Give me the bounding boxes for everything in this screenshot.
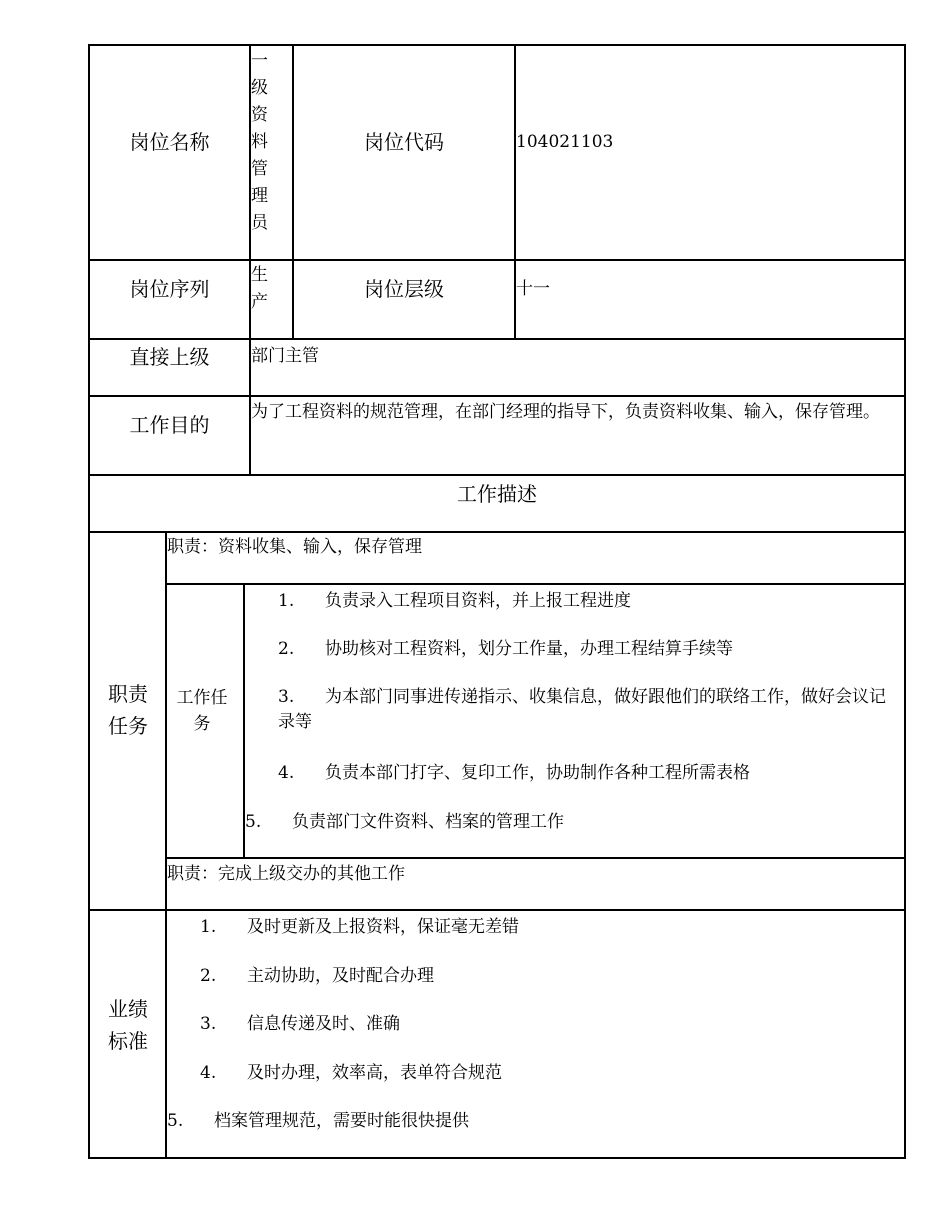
purpose-value: 为了工程资料的规范管理，在部门经理的指导下，负责资料收集、输入，保存管理。 — [251, 402, 880, 422]
position-code-label: 岗位代码 — [364, 130, 444, 154]
position-name-value: 一级资料管理员 — [251, 51, 268, 233]
rule — [88, 909, 906, 911]
performance-item-5: 5. 档案管理规范，需要时能很快提供 — [167, 1111, 469, 1131]
rule — [88, 338, 906, 340]
position-level-value: 十一 — [516, 279, 550, 299]
duty-2: 职责：完成上级交办的其他工作 — [167, 864, 405, 884]
rule-top — [88, 44, 906, 46]
performance-item-3: 3. 信息传递及时、准确 — [200, 1014, 400, 1034]
position-level-label: 岗位层级 — [364, 277, 444, 301]
rule-right — [904, 44, 906, 1159]
task-5: 5. 负责部门文件资料、档案的管理工作 — [245, 812, 564, 832]
rule — [166, 583, 906, 585]
task-1: 1. 负责录入工程项目资料，并上报工程进度 — [278, 591, 631, 611]
supervisor-value: 部门主管 — [251, 346, 319, 366]
duties-label: 职责任务 — [108, 682, 148, 738]
task-2: 2. 协助核对工程资料，划分工作量，办理工程结算手续等 — [278, 639, 733, 659]
position-code-value: 104021103 — [516, 132, 614, 152]
rule — [88, 531, 906, 533]
performance-item-2: 2. 主动协助，及时配合办理 — [200, 966, 434, 986]
rule — [165, 531, 167, 1159]
task-4: 4. 负责本部门打字、复印工作，协助制作各种工程所需表格 — [278, 763, 750, 783]
rule — [166, 857, 906, 859]
performance-item-4: 4. 及时办理，效率高，表单符合规范 — [200, 1063, 502, 1083]
task-3: 3. 为本部门同事进传递指示、收集信息，做好跟他们的联络工作，做好会议记录等 — [278, 687, 886, 732]
duty-1: 职责：资料收集、输入，保存管理 — [167, 537, 422, 557]
section-title: 工作描述 — [457, 482, 537, 506]
position-name-label: 岗位名称 — [129, 130, 210, 154]
position-series-label: 岗位序列 — [129, 277, 210, 301]
position-series-value: 生产 — [251, 265, 268, 312]
tasks-label: 工作任务 — [176, 688, 228, 734]
performance-label: 业绩标准 — [108, 997, 148, 1053]
rule — [88, 474, 906, 476]
job-description-table — [88, 44, 906, 1159]
purpose-label: 工作目的 — [129, 413, 210, 437]
rule-left — [88, 44, 90, 1159]
performance-item-1: 1. 及时更新及上报资料，保证毫无差错 — [200, 917, 519, 937]
supervisor-label: 直接上级 — [129, 345, 210, 369]
rule-bottom — [88, 1157, 906, 1159]
rule — [88, 259, 906, 261]
rule — [88, 395, 906, 397]
